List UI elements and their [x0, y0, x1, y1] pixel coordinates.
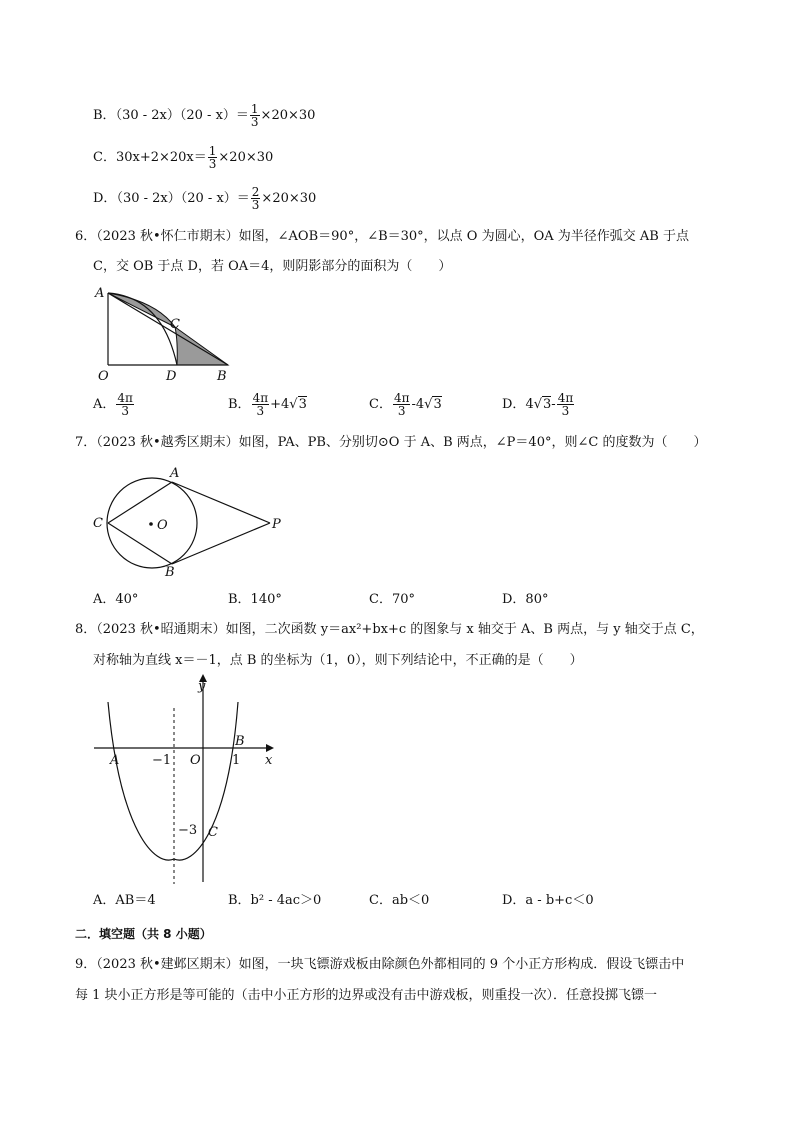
q8-option-b: B．b² - 4ac＞0: [228, 893, 322, 908]
q6-figure: [90, 283, 240, 383]
q8-stem-line1: 8．（2023 秋•昭通期末）如图，二次函数 y＝ax²+bx+c 的图象与 x 轴交于 A、B 两点，与 y 轴交于点 C，: [75, 622, 704, 637]
q6-stem-line1: 6．（2023 秋•怀仁市期末）如图，∠AOB＝90°，∠B＝30°，以点 O 为圆心，OA 为半径作弧交 AB 于点: [75, 229, 689, 244]
q7-option-b: B．140°: [228, 592, 282, 607]
q7-label-o: O: [157, 518, 168, 533]
q7-label-c: C: [93, 516, 103, 531]
q7-option-d: D．80°: [502, 592, 549, 607]
q6-option-b: B． $\frac{4\pi}{3}$ +4√3: [228, 391, 307, 418]
q8-option-d: D．a - b+c＜0: [502, 893, 594, 908]
section-heading-fill-in: 二．填空题（共 8 小题）: [75, 927, 212, 941]
q8-option-a: A．AB＝4: [93, 893, 156, 908]
q7-figure: [88, 460, 288, 582]
q8-label-y: y: [198, 679, 206, 694]
q6-option-d: D．4√3- $\frac{4\pi}{3}$: [502, 391, 574, 418]
q7-stem-line1: 7．（2023 秋•越秀区期末）如图，PA、PB、分别切⊙O 于 A、B 两点，∠P＝40°，则∠C 的度数为（ ）: [75, 435, 707, 450]
q8-label-a: A: [110, 753, 120, 768]
q6-label-o: O: [98, 369, 109, 383]
q8-label-b: B: [235, 734, 245, 749]
q6-label-a: A: [95, 286, 105, 301]
q7-option-a: A．40°: [93, 592, 139, 607]
q9-stem-line2: 每 1 块小正方形是等可能的（击中小正方形的边界或没有击中游戏板，则重投一次）．任意投掷飞镖一: [75, 988, 658, 1003]
q8-label-x: x: [265, 753, 273, 768]
q8-label-neg1: −1: [152, 753, 172, 768]
q7-label-a: A: [170, 466, 180, 481]
q5-option-c: C．30x+2×20x＝ $\frac{1}{3}$ ×20×30: [93, 144, 274, 171]
q6-stem-line2: C，交 OB 于点 D，若 OA＝4，则阴影部分的面积为（ ）: [93, 259, 452, 274]
q8-label-neg3: −3: [178, 823, 198, 838]
q7-label-b: B: [165, 565, 175, 580]
q7-option-c: C．70°: [369, 592, 415, 607]
q8-label-o: O: [190, 753, 201, 768]
q5-option-b: B．（30 - 2x）（20 - x）＝ $\frac{1}{3}$ ×20×30: [93, 102, 316, 129]
q8-figure: [90, 672, 290, 887]
q7-label-p: P: [272, 517, 281, 532]
q8-option-c: C．ab＜0: [369, 893, 430, 908]
q6-shade-bottom: [175, 327, 228, 365]
q9-stem-line1: 9．（2023 秋•建邺区期末）如图，一块飞镖游戏板由除颜色外都相同的 9 个小正方形构成．假设飞镖击中: [75, 957, 685, 972]
q6-option-a: A． $\frac{4\pi}{3}$: [93, 391, 133, 418]
q8-label-c: C: [208, 825, 218, 840]
q6-label-b: B: [217, 369, 227, 383]
q6-option-c: C． $\frac{4\pi}{3}$ -4√3: [369, 391, 442, 418]
q8-stem-line2: 对称轴为直线 x＝－1，点 B 的坐标为（1，0），则下列结论中，不正确的是（ ）: [93, 653, 583, 668]
q6-label-c: C: [170, 317, 180, 332]
q5-option-d: D．（30 - 2x）（20 - x）＝ $\frac{2}{3}$ ×20×30: [93, 185, 317, 212]
q8-label-one: 1: [232, 753, 241, 768]
q6-label-d: D: [166, 369, 177, 383]
q6-shade-top: [108, 293, 175, 327]
